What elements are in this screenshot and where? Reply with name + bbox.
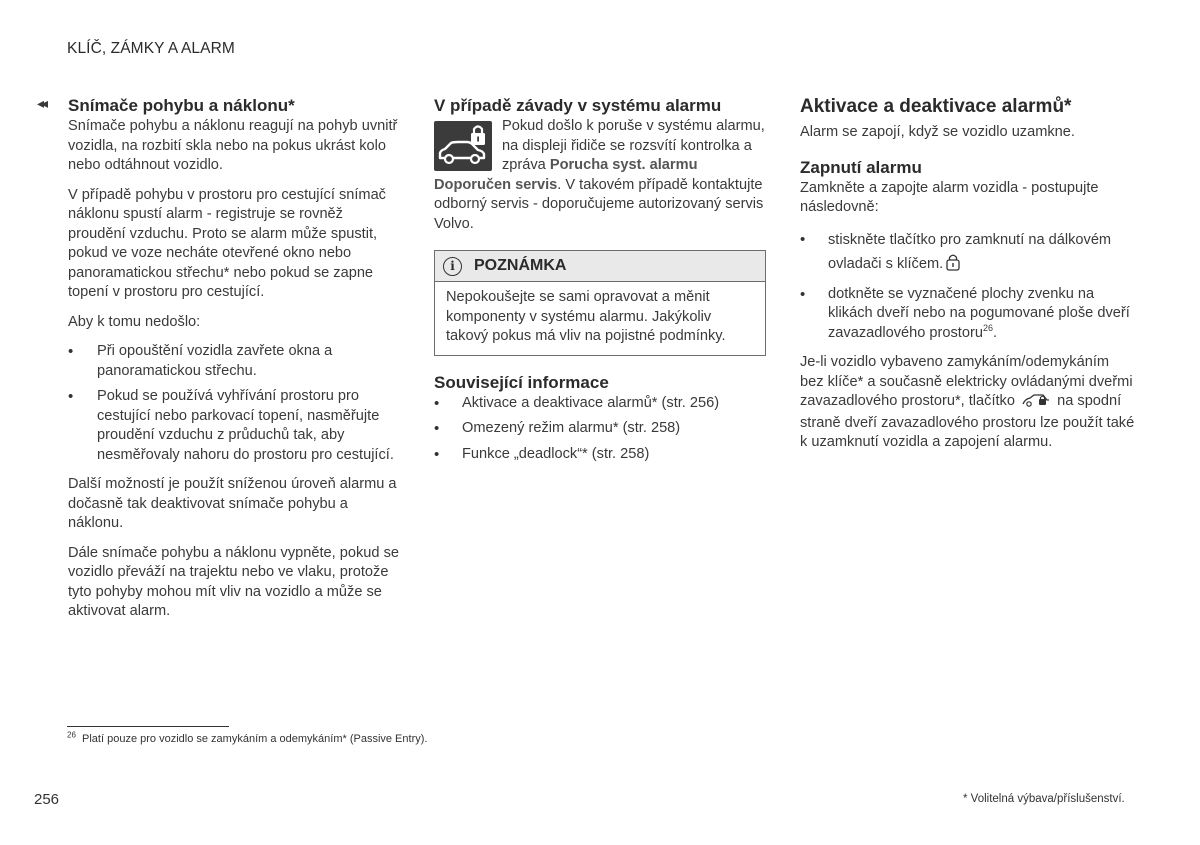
footnote-ref: 26 xyxy=(982,322,993,333)
fault-block xyxy=(434,117,766,234)
related-link[interactable]: • Funkce „deadlock“* (str. 258) xyxy=(434,445,766,465)
section-heading-alarm-fault: V případě závady v systému alarmu xyxy=(434,96,722,115)
paragraph-text: Je-li vozidlo vybaveno zamykáním/odemykáním bez klíče* a současně elektricky ovládanými dveřmi zavazadlového prostoru*, tlačítko xyxy=(800,354,1133,409)
paragraph xyxy=(800,353,1135,453)
fault-text-end: . V takovém případě kontaktujte odborný servis - doporučujeme autorizovaný servis Volvo. xyxy=(434,176,764,232)
note-box xyxy=(434,250,766,356)
related-info-heading: Související informace xyxy=(434,372,609,392)
related-link[interactable]: • Omezený režim alarmu* (str. 258) xyxy=(434,419,766,439)
optional-equipment-note: * Volitelná výbava/příslušenství. xyxy=(963,793,1125,805)
car-lock-warning-icon xyxy=(434,121,492,171)
list-item-text-end: . xyxy=(992,324,998,341)
trunk-lock-icon xyxy=(1021,393,1051,414)
footnote xyxy=(67,730,428,745)
paragraph: Snímače pohybu a náklonu reagují na pohyb uvnitř vozidla, na rozbití skla nebo na pokus ukrást kolo nebo odtáhnout vozidlo. xyxy=(68,118,398,173)
padlock-icon xyxy=(946,253,960,279)
footnote-text: Platí pouze pro vozidlo se zamykáním a odemykáním* (Passive Entry). xyxy=(82,733,428,745)
footnote-number: 26 xyxy=(67,730,76,740)
paragraph: Dále snímače pohybu a náklonu vypněte, pokud se vozidlo převáží na trajektu nebo ve vlaku, protože tyto pohyby mohou mít vliv na vozidlo a může se aktivovat alarm. xyxy=(68,544,400,619)
paragraph: Aby k tomu nedošlo: xyxy=(68,313,201,330)
running-head: KLÍČ, ZÁMKY A ALARM xyxy=(67,40,235,57)
bullet-list xyxy=(68,342,403,465)
paragraph-text: na spodní straně dveří zavazadlového prostoru lze použít také k uzamknutí vozidla a zapojení alarmu. xyxy=(800,393,1135,450)
paragraph: Další možností je použít sníženou úroveň alarmu a dočasně tak deaktivovat snímače pohybu a náklonu. xyxy=(68,476,397,531)
list-item-text: dotkněte se vyznačené plochy zvenku na klikách dveří nebo na pogumované ploše dveří zavazadlového prostoru xyxy=(828,285,1130,341)
list-item: • Pokud se používá vyhřívání prostoru pro cestující nebo parkovací topení, nasměřujte proudění vzduchu z průduchů tak, aby nesměřovaly nahoru do prostoru pro cestující. xyxy=(68,387,403,465)
list-item-text: stiskněte tlačítko pro zamknutí na dálkovém ovladači s klíčem. xyxy=(828,231,1112,272)
subheading-enable-alarm: Zapnutí alarmu xyxy=(800,157,922,177)
info-icon: i xyxy=(443,257,462,276)
paragraph: V případě pohybu v prostoru pro cestující snímač náklonu spustí alarm - registruje se rovněž proudění vzduchu. Proto se alarm může spustit, pokud ve voze necháte otevřené okno nebo panoramatickou střechu* nebo pokud se zapne topení v prostoru pro cestující. xyxy=(68,186,386,300)
column-motion-sensors xyxy=(68,95,403,632)
related-links xyxy=(434,394,766,465)
list-item xyxy=(800,228,1135,279)
related-link[interactable]: • Aktivace a deaktivace alarmů* (str. 256) xyxy=(434,394,766,414)
paragraph: Zamkněte a zapojte alarm vozidla - postupujte následovně: xyxy=(800,179,1099,215)
section-heading-motion-sensors: Snímače pohybu a náklonu* xyxy=(68,96,295,115)
paragraph: Alarm se zapojí, když se vozidlo uzamkne. xyxy=(800,124,1075,140)
footnote-separator xyxy=(67,726,229,727)
bullet-list xyxy=(800,228,1135,344)
back-arrow-icon: ◂◂ xyxy=(37,95,46,111)
column-alarm-activation xyxy=(800,95,1135,463)
column-alarm-fault xyxy=(434,95,766,474)
fault-text: Pokud došlo k poruše v systému alarmu, na displeji řidiče se rozsvítí kontrolka a zpráva xyxy=(502,118,765,173)
note-body: Nepokoušejte se sami opravovat a měnit komponenty v systému alarmu. Jakýkoliv takový pokus má vliv na pojistné podmínky. xyxy=(446,289,726,344)
fault-message: Porucha syst. alarmu Doporučen servis xyxy=(434,157,698,193)
note-header xyxy=(435,251,765,282)
list-item xyxy=(800,285,1135,344)
list-item: • Při opouštění vozidla zavřete okna a panoramatickou střechu. xyxy=(68,342,403,381)
page-number: 256 xyxy=(34,791,60,808)
section-heading-alarm-activation: Aktivace a deaktivace alarmů* xyxy=(800,96,1072,117)
note-title: POZNÁMKA xyxy=(474,257,567,275)
